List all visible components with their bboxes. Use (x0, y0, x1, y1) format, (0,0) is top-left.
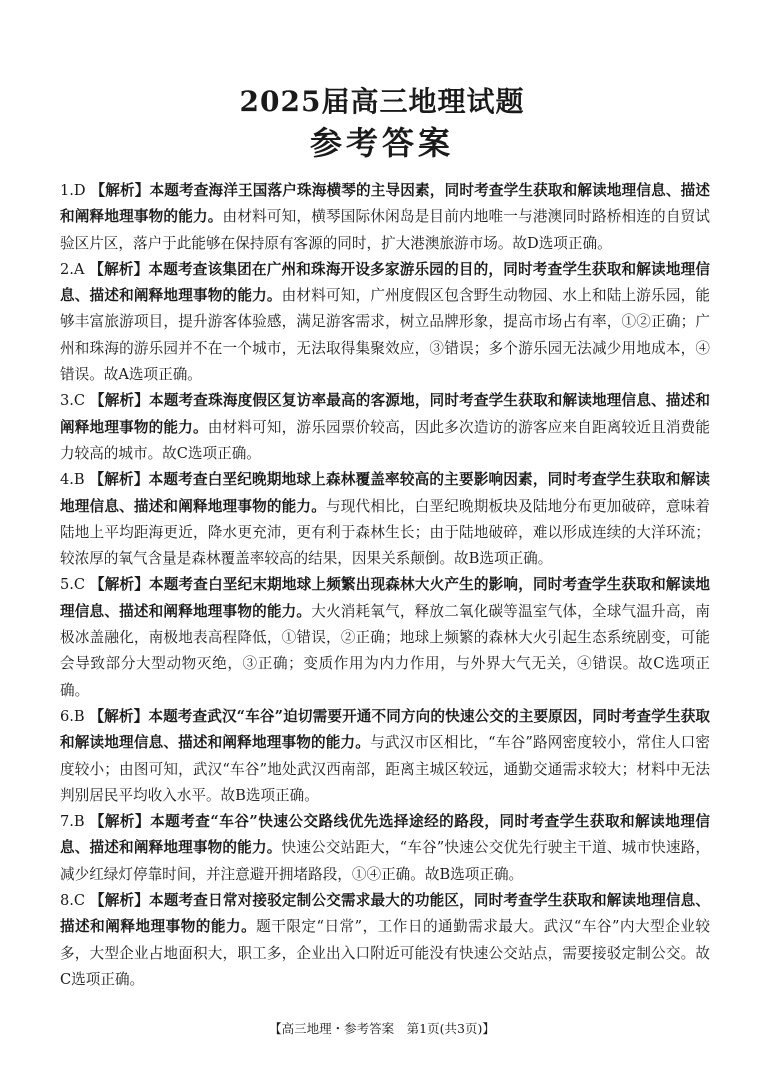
answer-item-4 (60, 467, 710, 572)
answer-focus: 本题考查该集团在广州和珠海开设多家游乐园的目的，同时考查学生获取和解读地理信息、描述和阐释地理事物的能力。 (60, 260, 710, 305)
answer-number: 4.B (60, 471, 85, 489)
page-footer: 【高三地理・参考答案 第1页(共3页)】 (269, 1021, 495, 1036)
analysis-tag: 【解析】 (89, 892, 149, 910)
answer-explanation: 与武汉市区相比，“车谷”路网密度较小，常住人口密度较小；由图可知，武汉“车谷”地处武汉西南部，距离主城区较远，通勤交通需求较大；材料中无法判别居民平均收入水平。故B选项正确。 (60, 734, 710, 804)
analysis-tag: 【解析】 (89, 471, 149, 489)
answer-number: 2.A (60, 260, 85, 278)
answer-number: 1.D (60, 182, 86, 199)
document-subtitle: 参考答案 (309, 124, 454, 162)
answer-item-2 (60, 257, 710, 388)
answer-focus: 本题考查“车谷”快速公交路线优先选择途经的路段，同时考查学生获取和解读地理信息、描述和阐释地理事物的能力。 (60, 813, 710, 857)
answer-item-6 (60, 704, 710, 809)
answer-item-3 (60, 388, 710, 467)
answer-explanation: 由材料可知，广州度假区包含野生动物园、水上和陆上游乐园，能够丰富旅游项目，提升游客体验感，满足游客需求，树立品牌形象，提高市场占有率，①②正确；广州和珠海的游乐园并不在一个城市，无法取得集聚效应，③错误；多个游乐园无法减少用地成本，④错误。故A选项正确。 (60, 287, 710, 384)
answer-explanation: 题干限定“日常”，工作日的通勤需求最大。武汉“车谷”内大型企业较多，大型企业占地面积大，职工多，企业出入口附近可能没有快速公交站点，需要接驳定制公交。故C选项正确。 (60, 918, 710, 988)
answer-number: 6.B (60, 707, 85, 725)
answer-explanation: 与现代相比，白垩纪晚期板块及陆地分布更加破碎，意味着陆地上平均距海更近，降水更充沛，更有利于森林生长；由于陆地破碎，难以形成连续的大洋环流；较浓厚的氧气含量是森林覆盖率较高的结果，因果关系颠倒。故B选项正确。 (60, 497, 710, 568)
answer-explanation: 由材料可知，游乐园票价较高，因此多次造访的游客应来自距离较近且消费能力较高的城市。故C选项正确。 (60, 418, 710, 462)
answer-focus: 本题考查珠海度假区复访率最高的客源地，同时考查学生获取和解读地理信息、描述和阐释地理事物的能力。 (60, 392, 710, 436)
answer-list (60, 178, 710, 993)
answer-item-8 (60, 888, 710, 993)
analysis-tag: 【解析】 (89, 707, 149, 725)
answer-item-5 (60, 572, 710, 703)
analysis-tag: 【解析】 (89, 576, 149, 594)
answer-item-1 (60, 178, 710, 257)
answer-focus: 本题考查白垩纪晚期地球上森林覆盖率较高的主要影响因素，同时考查学生获取和解读地理信息、描述和阐释地理事物的能力。 (60, 471, 710, 515)
analysis-tag: 【解析】 (89, 392, 149, 410)
answer-explanation: 由材料可知，横琴国际休闲岛是目前内地唯一与港澳同时路桥相连的自贸试验区片区，落户于此能够在保持原有客源的同时，扩大港澳旅游市场。故D选项正确。 (60, 208, 710, 252)
answer-focus: 本题考查白垩纪末期地球上频繁出现森林大火产生的影响，同时考查学生获取和解读地理信息、描述和阐释地理事物的能力。 (60, 576, 710, 620)
answer-number: 8.C (60, 892, 86, 910)
answer-focus: 本题考查武汉“车谷”迫切需要开通不同方向的快速公交的主要原因，同时考查学生获取和解读地理信息、描述和阐释地理事物的能力。 (60, 707, 711, 752)
answer-number: 5.C (60, 576, 86, 594)
answer-item-7 (60, 809, 710, 888)
document-title: 2025届高三地理试题 (239, 85, 525, 118)
analysis-tag: 【解析】 (90, 182, 150, 199)
answer-focus: 本题考查海洋王国落户珠海横琴的主导因素，同时考查学生获取和解读地理信息、描述和阐释地理事物的能力。 (60, 182, 710, 226)
analysis-tag: 【解析】 (89, 260, 149, 278)
answer-number: 3.C (60, 392, 86, 410)
answer-explanation: 大火消耗氧气，释放二氧化碳等温室气体，全球气温升高，南极冰盖融化，南极地表高程降低，①错误，②正确；地球上频繁的森林大火引起生态系统剧变，可能会导致部分大型动物灭绝，③正确；变质作用为内力作用，与外界大气无关，④错误。故C选项正确。 (60, 602, 710, 699)
answer-explanation: 快速公交站距大，“车谷”快速公交优先行驶主干道、城市快速路，减少红绿灯停靠时间，并注意避开拥堵路段，①④正确。故B选项正确。 (60, 839, 710, 883)
answer-number: 7.B (60, 813, 85, 831)
analysis-tag: 【解析】 (89, 813, 151, 831)
answer-focus: 本题考查日常对接驳定制公交需求最大的功能区，同时考查学生获取和解读地理信息、描述和阐释地理事物的能力。 (60, 892, 710, 936)
